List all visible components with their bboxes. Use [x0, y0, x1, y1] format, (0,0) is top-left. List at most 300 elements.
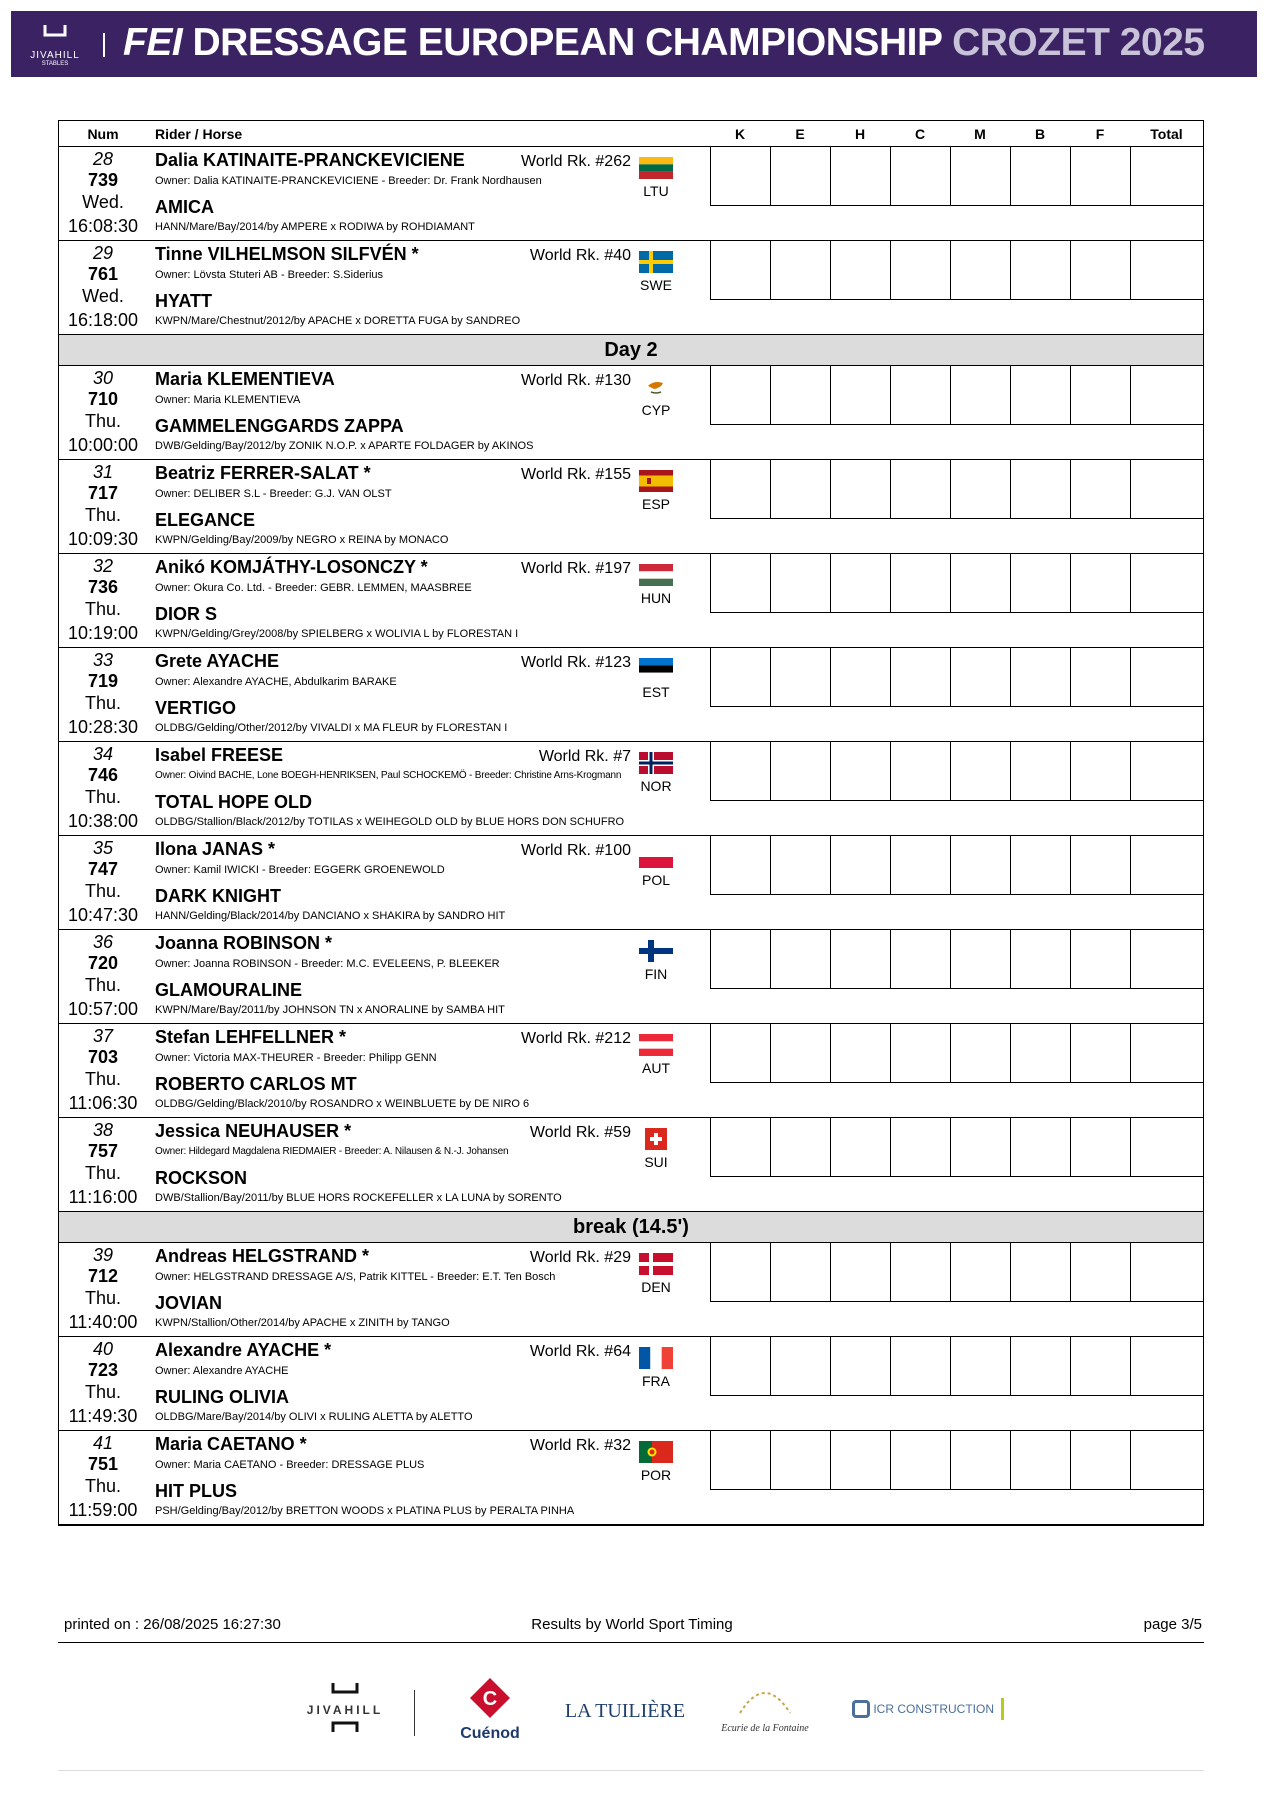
score-cell[interactable] — [890, 930, 951, 988]
score-cell[interactable] — [1130, 460, 1204, 518]
score-cell[interactable] — [1010, 930, 1071, 988]
nation-code: SUI — [644, 1154, 668, 1170]
nation-code: ESP — [641, 496, 670, 512]
rider-name: Maria CAETANO * — [155, 1434, 307, 1454]
score-cell[interactable] — [1010, 241, 1071, 299]
col-total: Total — [1150, 126, 1183, 142]
start-day: Thu. — [84, 1476, 122, 1496]
score-cell[interactable] — [890, 1024, 951, 1082]
page-number: page 3/5 — [1143, 1616, 1202, 1633]
score-cell[interactable] — [830, 241, 891, 299]
rider-name: Tinne VILHELMSON SILFVÉN * — [155, 244, 419, 264]
start-order: 32 — [92, 556, 114, 576]
score-cell[interactable] — [890, 147, 951, 205]
score-cell[interactable] — [710, 366, 771, 424]
horse-name: RULING OLIVIA — [155, 1387, 289, 1407]
score-cell[interactable] — [1010, 1431, 1071, 1489]
table-row — [59, 241, 1203, 335]
score-cell[interactable] — [710, 554, 771, 612]
score-cell[interactable] — [1070, 241, 1131, 299]
score-cell[interactable] — [1130, 147, 1204, 205]
start-order: 28 — [92, 149, 114, 169]
rider-name: Grete AYACHE — [155, 651, 280, 671]
score-cell[interactable] — [1010, 1243, 1071, 1301]
nation-code: LTU — [643, 183, 669, 199]
page-header — [11, 11, 1257, 77]
score-cell[interactable] — [890, 742, 951, 800]
bib-number: 720 — [87, 953, 119, 973]
owner-breeder: Owner: Dalia KATINAITE-PRANCKEVICIENE - Breeder: Dr. Frank Nordhausen — [155, 175, 542, 187]
horse-details: HANN/Mare/Bay/2014/by AMPERE x RODIWA by ROHDIAMANT — [155, 221, 475, 233]
horse-details: KWPN/Gelding/Bay/2009/by NEGRO x REINA by MONACO — [155, 534, 449, 546]
score-baseline — [710, 518, 1203, 519]
start-time: 10:09:30 — [67, 529, 139, 549]
score-baseline — [710, 612, 1203, 613]
score-cell[interactable] — [710, 648, 771, 706]
score-cell[interactable] — [830, 460, 891, 518]
start-order: 41 — [92, 1433, 114, 1453]
table-header — [59, 121, 1203, 147]
bib-number: 717 — [87, 483, 119, 503]
sponsor-jivahill-logo — [290, 1682, 400, 1738]
score-cell[interactable] — [950, 648, 1011, 706]
col-b: B — [1034, 126, 1046, 142]
world-rank: World Rk. #197 — [521, 560, 631, 577]
nation-code: EST — [642, 684, 670, 700]
score-cell[interactable] — [830, 1337, 891, 1395]
table-row — [59, 1024, 1203, 1118]
score-cell[interactable] — [950, 1243, 1011, 1301]
score-cell[interactable] — [950, 554, 1011, 612]
rider-name: Ilona JANAS * — [155, 839, 276, 859]
horse-details: DWB/Stallion/Bay/2011/by BLUE HORS ROCKEFELLER x LA LUNA by SORENTO — [155, 1192, 562, 1204]
table-row — [59, 836, 1203, 930]
score-cell[interactable] — [830, 1243, 891, 1301]
score-baseline — [710, 424, 1203, 425]
printed-on: printed on : 26/08/2025 16:27:30 — [64, 1616, 281, 1633]
title-main: DRESSAGE EUROPEAN CHAMPIONSHIP — [192, 21, 942, 64]
bib-number: 712 — [87, 1266, 119, 1286]
score-cell[interactable] — [1070, 1024, 1131, 1082]
score-cell[interactable] — [950, 460, 1011, 518]
col-m: M — [974, 126, 986, 142]
owner-breeder: Owner: Joanna ROBINSON - Breeder: M.C. EVELEENS, P. BLEEKER — [155, 958, 500, 970]
flag-icon — [639, 1128, 673, 1150]
table-row — [59, 930, 1203, 1024]
horse-name: ELEGANCE — [155, 510, 256, 530]
score-baseline — [710, 1301, 1203, 1302]
score-cell[interactable] — [1130, 742, 1204, 800]
start-time: 11:59:00 — [68, 1500, 138, 1520]
world-rank: World Rk. #7 — [538, 748, 631, 765]
owner-breeder: Owner: Maria KLEMENTIEVA — [155, 394, 301, 406]
header-divider — [103, 33, 105, 57]
flag-icon — [639, 1034, 673, 1056]
score-cell[interactable] — [830, 1024, 891, 1082]
rider-name: Isabel FREESE — [155, 745, 284, 765]
owner-breeder: Owner: Alexandre AYACHE — [155, 1365, 289, 1377]
score-cell[interactable] — [1130, 1431, 1204, 1489]
sponsor-cuenod-logo — [448, 1676, 532, 1743]
score-cell[interactable] — [710, 1431, 771, 1489]
score-cell[interactable] — [1010, 836, 1071, 894]
horse-details: DWB/Gelding/Bay/2012/by ZONIK N.O.P. x APARTE FOLDAGER by AKINOS — [155, 440, 534, 452]
rider-name: Joanna ROBINSON * — [155, 933, 333, 953]
sponsors-bar — [0, 1672, 1264, 1752]
score-cell[interactable] — [770, 930, 831, 988]
score-cell[interactable] — [890, 1118, 951, 1176]
score-cell[interactable] — [1070, 1118, 1131, 1176]
owner-breeder: Owner: Victoria MAX-THEURER - Breeder: Philipp GENN — [155, 1052, 437, 1064]
brand-sub: STABLES — [41, 61, 69, 67]
score-baseline — [710, 1489, 1203, 1490]
start-order: 30 — [92, 368, 114, 388]
table-row — [59, 1243, 1203, 1337]
col-f: F — [1095, 126, 1105, 142]
score-cell[interactable] — [890, 1243, 951, 1301]
bib-number: 736 — [87, 577, 119, 597]
score-cell[interactable] — [1070, 147, 1131, 205]
score-cell[interactable] — [710, 460, 771, 518]
score-cell[interactable] — [770, 460, 831, 518]
score-cell[interactable] — [1010, 1118, 1071, 1176]
start-time: 10:19:00 — [67, 623, 139, 643]
start-day: Wed. — [82, 286, 124, 306]
sponsor-icr: ICR CONSTRUCTION — [873, 1702, 995, 1716]
score-cell[interactable] — [770, 742, 831, 800]
horse-details: OLDBG/Gelding/Black/2010/by ROSANDRO x WEINBLUETE by DE NIRO 6 — [155, 1098, 530, 1110]
score-cell[interactable] — [1130, 1024, 1204, 1082]
section-separator: Day 2 — [59, 335, 1203, 366]
jivahill-logo — [25, 23, 85, 65]
score-cell[interactable] — [830, 1431, 891, 1489]
score-cell[interactable] — [1130, 1118, 1204, 1176]
horse-name: VERTIGO — [155, 698, 237, 718]
horse-details: KWPN/Mare/Bay/2011/by JOHNSON TN x ANORALINE by SAMBA HIT — [155, 1004, 505, 1016]
table-row — [59, 147, 1203, 241]
score-cell[interactable] — [1130, 241, 1204, 299]
nation-code: POL — [641, 872, 670, 888]
score-cell[interactable] — [1130, 648, 1204, 706]
start-day: Thu. — [84, 1288, 122, 1308]
score-cell[interactable] — [710, 836, 771, 894]
horse-details: PSH/Gelding/Bay/2012/by BRETTON WOODS x PLATINA PLUS by PERALTA PINHA — [155, 1505, 575, 1517]
start-day: Wed. — [82, 192, 124, 212]
score-cell[interactable] — [950, 930, 1011, 988]
score-cell[interactable] — [710, 147, 771, 205]
col-e: E — [795, 126, 805, 142]
score-cell[interactable] — [1130, 366, 1204, 424]
flag-icon — [639, 658, 673, 680]
bib-number: 757 — [87, 1141, 119, 1161]
score-cell[interactable] — [1130, 1337, 1204, 1395]
col-num: Num — [87, 126, 119, 142]
start-order: 35 — [92, 838, 114, 858]
score-cell[interactable] — [1130, 930, 1204, 988]
bib-number: 703 — [87, 1047, 119, 1067]
flag-icon — [639, 470, 673, 492]
world-rank: World Rk. #155 — [521, 466, 631, 483]
score-cell[interactable] — [950, 1118, 1011, 1176]
start-day: Thu. — [84, 693, 122, 713]
score-cell[interactable] — [1070, 1337, 1131, 1395]
bib-number: 747 — [87, 859, 119, 879]
score-cell[interactable] — [950, 1337, 1011, 1395]
title-location: CROZET 2025 — [952, 21, 1205, 64]
score-cell[interactable] — [1070, 366, 1131, 424]
score-cell[interactable] — [1010, 1024, 1071, 1082]
score-cell[interactable] — [710, 742, 771, 800]
score-baseline — [710, 894, 1203, 895]
score-cell[interactable] — [710, 1337, 771, 1395]
world-rank: World Rk. #123 — [521, 654, 631, 671]
score-cell[interactable] — [710, 1024, 771, 1082]
rider-name: Beatriz FERRER-SALAT * — [155, 463, 371, 483]
score-cell[interactable] — [830, 147, 891, 205]
horse-details: OLDBG/Stallion/Black/2012/by TOTILAS x WEIHEGOLD OLD by BLUE HORS DON SCHUFRO — [155, 816, 625, 828]
score-cell[interactable] — [1130, 1243, 1204, 1301]
owner-breeder: Owner: HELGSTRAND DRESSAGE A/S, Patrik KITTEL - Breeder: E.T. Ten Bosch — [155, 1271, 556, 1283]
score-cell[interactable] — [830, 554, 891, 612]
sponsor-cuenod: Cuénod — [460, 1725, 520, 1742]
score-cell[interactable] — [1070, 836, 1131, 894]
score-cell[interactable] — [890, 648, 951, 706]
score-cell[interactable] — [710, 241, 771, 299]
table-row — [59, 648, 1203, 742]
score-cell[interactable] — [1070, 648, 1131, 706]
flag-icon — [639, 1253, 673, 1275]
score-cell[interactable] — [1070, 1243, 1131, 1301]
nation-code: SWE — [640, 277, 672, 293]
horse-name: DIOR S — [155, 604, 218, 624]
score-cell[interactable] — [830, 1118, 891, 1176]
start-day: Thu. — [84, 599, 122, 619]
section-separator: break (14.5') — [59, 1212, 1203, 1243]
bib-number: 761 — [87, 264, 119, 284]
start-day: Thu. — [84, 975, 122, 995]
table-row — [59, 742, 1203, 836]
sponsor-divider — [414, 1690, 415, 1736]
owner-breeder: Owner: Kamil IWICKI - Breeder: EGGERK GROENEWOLD — [155, 864, 445, 876]
horse-name: HYATT — [155, 291, 213, 311]
score-cell[interactable] — [830, 366, 891, 424]
start-order: 40 — [92, 1339, 114, 1359]
owner-breeder: Owner: Maria CAETANO - Breeder: DRESSAGE PLUS — [155, 1459, 425, 1471]
score-cell[interactable] — [1010, 648, 1071, 706]
score-cell[interactable] — [830, 836, 891, 894]
score-cell[interactable] — [890, 1337, 951, 1395]
horse-name: AMICA — [155, 197, 214, 217]
nation-code: CYP — [641, 402, 671, 418]
score-baseline — [710, 800, 1203, 801]
owner-breeder: Owner: Alexandre AYACHE, Abdulkarim BARAKE — [155, 676, 397, 688]
rider-name: Anikó KOMJÁTHY-LOSONCZY * — [155, 557, 428, 577]
start-list-table — [58, 120, 1204, 1526]
start-time: 10:38:00 — [67, 811, 139, 831]
horse-details: HANN/Gelding/Black/2014/by DANCIANO x SHAKIRA by SANDRO HIT — [155, 910, 506, 922]
score-cell[interactable] — [890, 460, 951, 518]
table-row — [59, 554, 1203, 648]
horse-name: ROCKSON — [155, 1168, 248, 1188]
sponsor-ecurie: Ecurie de la Fontaine — [721, 1723, 809, 1734]
flag-icon — [639, 752, 673, 774]
start-day: Thu. — [84, 1069, 122, 1089]
score-cell[interactable] — [770, 1024, 831, 1082]
score-cell[interactable] — [830, 930, 891, 988]
score-cell[interactable] — [890, 836, 951, 894]
brand-text: JIVAHILL — [30, 50, 80, 61]
table-row — [59, 460, 1203, 554]
bottom-divider — [58, 1770, 1204, 1771]
horse-name: JOVIAN — [155, 1293, 223, 1313]
start-day: Thu. — [84, 1163, 122, 1183]
world-rank: World Rk. #40 — [529, 247, 631, 264]
start-time: 10:28:30 — [67, 717, 139, 737]
world-rank: World Rk. #32 — [529, 1437, 631, 1454]
horse-details: OLDBG/Mare/Bay/2014/by OLIVI x RULING ALETTA by ALETTO — [155, 1411, 473, 1423]
table-row — [59, 1431, 1203, 1525]
score-cell[interactable] — [1010, 1337, 1071, 1395]
rider-name: Alexandre AYACHE * — [155, 1340, 332, 1360]
start-time: 10:57:00 — [67, 999, 139, 1019]
start-time: 10:00:00 — [67, 435, 139, 455]
score-cell[interactable] — [1010, 742, 1071, 800]
score-cell[interactable] — [770, 147, 831, 205]
score-cell[interactable] — [890, 366, 951, 424]
score-cell[interactable] — [770, 1118, 831, 1176]
score-cell[interactable] — [770, 1431, 831, 1489]
horse-name: DARK KNIGHT — [155, 886, 281, 906]
horse-name: ROBERTO CARLOS MT — [155, 1074, 357, 1094]
horse-details: KWPN/Gelding/Grey/2008/by SPIELBERG x WOLIVIA L by FLORESTAN I — [155, 628, 519, 640]
score-cell[interactable] — [950, 366, 1011, 424]
bib-number: 739 — [87, 170, 119, 190]
score-cell[interactable] — [1010, 554, 1071, 612]
start-order: 38 — [92, 1120, 114, 1140]
fei-logo-text: FEI — [123, 21, 183, 64]
score-cell[interactable] — [770, 1243, 831, 1301]
nation-code: HUN — [640, 590, 672, 606]
flag-icon — [639, 846, 673, 868]
score-cell[interactable] — [1010, 460, 1071, 518]
score-cell[interactable] — [710, 1243, 771, 1301]
sponsor-icr-logo — [852, 1698, 1012, 1720]
results-by: Results by World Sport Timing — [531, 1616, 733, 1633]
sponsor-la-tuiliere: LA TUILIÈRE — [564, 1700, 686, 1722]
start-order: 31 — [92, 462, 114, 482]
score-cell[interactable] — [1070, 554, 1131, 612]
score-cell[interactable] — [950, 1431, 1011, 1489]
sponsor-ecurie-logo — [720, 1678, 810, 1734]
nation-code: AUT — [642, 1060, 670, 1076]
score-baseline — [710, 299, 1203, 300]
start-time: 11:06:30 — [68, 1093, 138, 1113]
score-cell[interactable] — [830, 648, 891, 706]
score-cell[interactable] — [830, 742, 891, 800]
col-k: K — [734, 126, 746, 142]
score-cell[interactable] — [770, 648, 831, 706]
nation-code: DEN — [641, 1279, 671, 1295]
score-baseline — [710, 205, 1203, 206]
score-cell[interactable] — [1010, 366, 1071, 424]
owner-breeder: Owner: Hildegard Magdalena RIEDMAIER - Breeder: A. Nilausen & N.-J. Johansen — [155, 1146, 509, 1157]
score-cell[interactable] — [950, 147, 1011, 205]
table-row — [59, 366, 1203, 460]
start-order: 37 — [92, 1026, 114, 1046]
horse-details: OLDBG/Gelding/Other/2012/by VIVALDI x MA FLEUR by FLORESTAN I — [155, 722, 508, 734]
rider-name: Jessica NEUHAUSER * — [155, 1121, 352, 1141]
table-row — [59, 1118, 1203, 1212]
owner-breeder: Owner: Oivind BACHE, Lone BOEGH-HENRIKSEN, Paul SCHOCKEMÖ - Breeder: Christine Arns-Krogmann — [155, 770, 622, 781]
score-cell[interactable] — [890, 241, 951, 299]
score-cell[interactable] — [950, 836, 1011, 894]
score-cell[interactable] — [1070, 930, 1131, 988]
horse-name: GLAMOURALINE — [155, 980, 302, 1000]
score-cell[interactable] — [710, 930, 771, 988]
score-cell[interactable] — [770, 366, 831, 424]
score-cell[interactable] — [890, 554, 951, 612]
score-cell[interactable] — [710, 1118, 771, 1176]
start-time: 11:49:30 — [68, 1406, 138, 1426]
score-cell[interactable] — [890, 1431, 951, 1489]
horse-name: GAMMELENGGARDS ZAPPA — [155, 416, 404, 436]
score-baseline — [710, 1176, 1203, 1177]
score-cell[interactable] — [770, 241, 831, 299]
start-time: 10:47:30 — [67, 905, 139, 925]
start-time: 11:16:00 — [68, 1187, 138, 1207]
score-cell[interactable] — [770, 836, 831, 894]
score-cell[interactable] — [950, 742, 1011, 800]
flag-icon — [639, 1441, 673, 1463]
svg-text:C: C — [482, 1688, 498, 1710]
horse-details: KWPN/Stallion/Other/2014/by APACHE x ZINITH by TANGO — [155, 1317, 450, 1329]
bib-number: 751 — [87, 1454, 119, 1474]
col-h: H — [854, 126, 866, 142]
start-order: 34 — [92, 744, 114, 764]
sponsor-jivahill: JIVAHILL — [306, 1703, 384, 1717]
flag-icon — [639, 564, 673, 586]
score-cell[interactable] — [1130, 554, 1204, 612]
col-rider-horse: Rider / Horse — [155, 126, 243, 142]
score-cell[interactable] — [950, 1024, 1011, 1082]
world-rank: World Rk. #64 — [529, 1343, 631, 1360]
score-cell[interactable] — [1070, 460, 1131, 518]
nation-code: FRA — [642, 1373, 670, 1389]
start-day: Thu. — [84, 787, 122, 807]
score-cell[interactable] — [1130, 836, 1204, 894]
world-rank: World Rk. #100 — [521, 842, 631, 859]
bib-number: 723 — [87, 1360, 119, 1380]
start-time: 16:08:30 — [67, 216, 139, 236]
score-cell[interactable] — [1070, 742, 1131, 800]
owner-breeder: Owner: DELIBER S.L - Breeder: G.J. VAN OLST — [155, 488, 392, 500]
flag-icon — [639, 940, 673, 962]
score-cell[interactable] — [950, 241, 1011, 299]
start-time: 16:18:00 — [67, 310, 139, 330]
bib-number: 710 — [87, 389, 119, 409]
flag-icon — [639, 1347, 673, 1369]
page-title — [123, 21, 1205, 65]
start-time: 11:40:00 — [68, 1312, 138, 1332]
rider-name: Stefan LEHFELLNER * — [155, 1027, 347, 1047]
flag-icon — [639, 376, 673, 398]
score-cell[interactable] — [1010, 147, 1071, 205]
score-cell[interactable] — [1070, 1431, 1131, 1489]
flag-icon — [639, 157, 673, 179]
score-cell[interactable] — [770, 1337, 831, 1395]
world-rank: World Rk. #212 — [521, 1030, 631, 1047]
score-cell[interactable] — [770, 554, 831, 612]
